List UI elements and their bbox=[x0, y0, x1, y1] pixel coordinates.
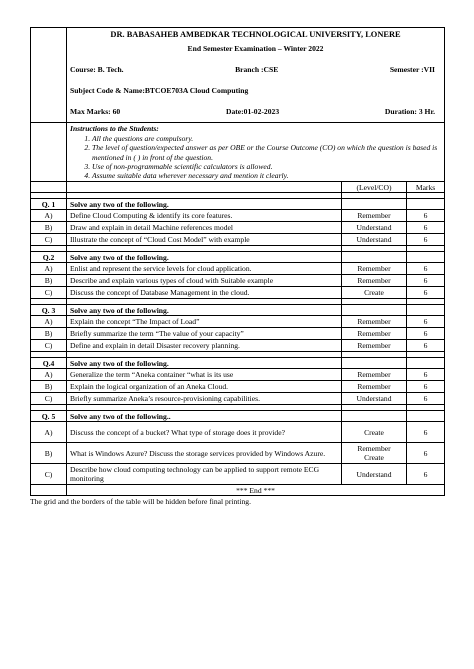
question-marks: 6 bbox=[407, 443, 445, 464]
question-label: C) bbox=[31, 340, 67, 352]
level-cell bbox=[342, 305, 407, 316]
question-instruction: Solve any two of the following. bbox=[67, 358, 342, 369]
question-text: Generalize the term “Aneka container “what is its use bbox=[67, 369, 342, 381]
exam-paper bbox=[30, 27, 444, 506]
instructions-row bbox=[31, 123, 445, 182]
question-level: Remember bbox=[342, 275, 407, 287]
question-level: Remember bbox=[342, 263, 407, 275]
course: Course: B. Tech. bbox=[70, 65, 124, 74]
question-label: C) bbox=[31, 393, 67, 405]
question-label: A) bbox=[31, 422, 67, 443]
question-level: Remember bbox=[342, 316, 407, 328]
question-number: Q.4 bbox=[31, 358, 67, 369]
question-heading-row bbox=[31, 252, 445, 263]
question-label: B) bbox=[31, 328, 67, 340]
instructions-list bbox=[70, 134, 441, 180]
end-marker: *** End *** bbox=[67, 485, 445, 496]
question-row bbox=[31, 393, 445, 405]
question-row bbox=[31, 328, 445, 340]
question-marks: 6 bbox=[407, 328, 445, 340]
question-heading-row bbox=[31, 305, 445, 316]
semester: Semester :VII bbox=[389, 65, 436, 74]
question-marks: 6 bbox=[407, 275, 445, 287]
question-marks: 6 bbox=[407, 316, 445, 328]
question-number: Q. 3 bbox=[31, 305, 67, 316]
branch: Branch :CSE bbox=[235, 65, 279, 74]
level-cell bbox=[342, 411, 407, 422]
question-row bbox=[31, 340, 445, 352]
header-cell bbox=[67, 28, 445, 123]
question-heading-row bbox=[31, 199, 445, 210]
instruction-item: 3. Use of non-programmable scientific calculators is allowed. bbox=[92, 162, 441, 171]
question-label: B) bbox=[31, 381, 67, 393]
question-text: Define Cloud Computing & identify its core features. bbox=[67, 210, 342, 222]
question-label: A) bbox=[31, 263, 67, 275]
question-marks: 6 bbox=[407, 222, 445, 234]
level-column-header: (Level/CO) bbox=[342, 182, 407, 193]
question-row bbox=[31, 381, 445, 393]
question-row bbox=[31, 443, 445, 464]
question-level: Remember bbox=[342, 210, 407, 222]
question-text: Explain the concept “The Impact of Load” bbox=[67, 316, 342, 328]
question-instruction: Solve any two of the following. bbox=[67, 252, 342, 263]
question-row bbox=[31, 316, 445, 328]
question-level: Understand bbox=[342, 234, 407, 246]
question-text: Describe how cloud computing technology can be applied to support remote ECG monitoring bbox=[67, 464, 342, 485]
question-row bbox=[31, 234, 445, 246]
question-table bbox=[30, 27, 445, 496]
end-row bbox=[31, 485, 445, 496]
level-cell bbox=[342, 252, 407, 263]
instructions-title: Instructions to the Students: bbox=[70, 124, 159, 133]
max-marks: Max Marks: 60 bbox=[70, 107, 121, 116]
spacer-cell bbox=[31, 485, 67, 496]
question-label: B) bbox=[31, 222, 67, 234]
question-row bbox=[31, 422, 445, 443]
question-instruction: Solve any two of the following. bbox=[67, 199, 342, 210]
question-instruction: Solve any two of the following.. bbox=[67, 411, 342, 422]
question-row bbox=[31, 464, 445, 485]
question-text: Discuss the concept of Database Management in the cloud. bbox=[67, 287, 342, 299]
instruction-item: 2. The level of question/expected answer as per OBE or the Course Outcome (CO) on which the question is based is mentioned in ( ) in front of the question. bbox=[92, 143, 441, 162]
question-label: A) bbox=[31, 369, 67, 381]
question-label: A) bbox=[31, 316, 67, 328]
marks-cell bbox=[407, 305, 445, 316]
question-level: Create bbox=[342, 422, 407, 443]
exam-title: End Semester Examination – Winter 2022 bbox=[187, 44, 324, 53]
question-level: Remember bbox=[342, 328, 407, 340]
question-label: C) bbox=[31, 234, 67, 246]
question-label: B) bbox=[31, 443, 67, 464]
question-marks: 6 bbox=[407, 234, 445, 246]
marks-cell bbox=[407, 252, 445, 263]
question-text: Illustrate the concept of “Cloud Cost Model” with example bbox=[67, 234, 342, 246]
question-label: B) bbox=[31, 275, 67, 287]
question-text: Discuss the concept of a bucket? What type of storage does it provide? bbox=[67, 422, 342, 443]
question-text: Describe and explain various types of cloud with Suitable example bbox=[67, 275, 342, 287]
question-marks: 6 bbox=[407, 464, 445, 485]
question-text: Enlist and represent the service levels for cloud application. bbox=[67, 263, 342, 275]
question-text: What is Windows Azure? Discuss the storage services provided by Windows Azure. bbox=[67, 443, 342, 464]
question-row bbox=[31, 275, 445, 287]
question-marks: 6 bbox=[407, 381, 445, 393]
question-level: Create bbox=[342, 287, 407, 299]
question-marks: 6 bbox=[407, 340, 445, 352]
question-row bbox=[31, 222, 445, 234]
question-marks: 6 bbox=[407, 393, 445, 405]
question-heading-row bbox=[31, 358, 445, 369]
exam-date: Date:01-02-2023 bbox=[225, 107, 280, 116]
column-header-row bbox=[31, 182, 445, 193]
university-name: DR. BABASAHEB AMBEDKAR TECHNOLOGICAL UNIVERSITY, LONERE bbox=[110, 30, 401, 39]
question-row bbox=[31, 369, 445, 381]
question-level: Remember Create bbox=[342, 443, 407, 464]
instruction-item: 1. All the questions are compulsory. bbox=[92, 134, 441, 143]
question-label: C) bbox=[31, 464, 67, 485]
subject: Subject Code & Name:BTCOE703A Cloud Computing bbox=[70, 86, 249, 95]
marks-cell bbox=[407, 199, 445, 210]
level-cell bbox=[342, 199, 407, 210]
question-text: Briefly summarize the term “The value of your capacity” bbox=[67, 328, 342, 340]
question-row bbox=[31, 210, 445, 222]
question-marks: 6 bbox=[407, 422, 445, 443]
instruction-item: 4. Assume suitable data wherever necessary and mention it clearly. bbox=[92, 171, 441, 180]
question-marks: 6 bbox=[407, 263, 445, 275]
question-marks: 6 bbox=[407, 369, 445, 381]
question-instruction: Solve any two of the following. bbox=[67, 305, 342, 316]
question-level: Remember bbox=[342, 381, 407, 393]
question-heading-row bbox=[31, 411, 445, 422]
marks-cell bbox=[407, 358, 445, 369]
question-level: Understand bbox=[342, 393, 407, 405]
duration: Duration: 3 Hr. bbox=[384, 107, 436, 116]
question-marks: 6 bbox=[407, 210, 445, 222]
level-cell bbox=[342, 358, 407, 369]
marks-column-header: Marks bbox=[407, 182, 445, 193]
question-text: Explain the logical organization of an Aneka Cloud. bbox=[67, 381, 342, 393]
question-row bbox=[31, 287, 445, 299]
question-number: Q.2 bbox=[31, 252, 67, 263]
question-text: Draw and explain in detail Machine references model bbox=[67, 222, 342, 234]
question-text: Define and explain in detail Disaster recovery planning. bbox=[67, 340, 342, 352]
question-level: Remember bbox=[342, 340, 407, 352]
question-level: Understand bbox=[342, 222, 407, 234]
question-row bbox=[31, 263, 445, 275]
footer-note: The grid and the borders of the table will be hidden before final printing. bbox=[30, 497, 251, 507]
question-level: Remember bbox=[342, 369, 407, 381]
question-marks: 6 bbox=[407, 287, 445, 299]
question-level: Understand bbox=[342, 464, 407, 485]
question-label: C) bbox=[31, 287, 67, 299]
question-number: Q. 5 bbox=[31, 411, 67, 422]
marks-cell bbox=[407, 411, 445, 422]
question-number: Q. 1 bbox=[31, 199, 67, 210]
question-text: Briefly summarize Aneka’s resource-provisioning capabilities. bbox=[67, 393, 342, 405]
question-label: A) bbox=[31, 210, 67, 222]
header-row bbox=[31, 28, 445, 123]
